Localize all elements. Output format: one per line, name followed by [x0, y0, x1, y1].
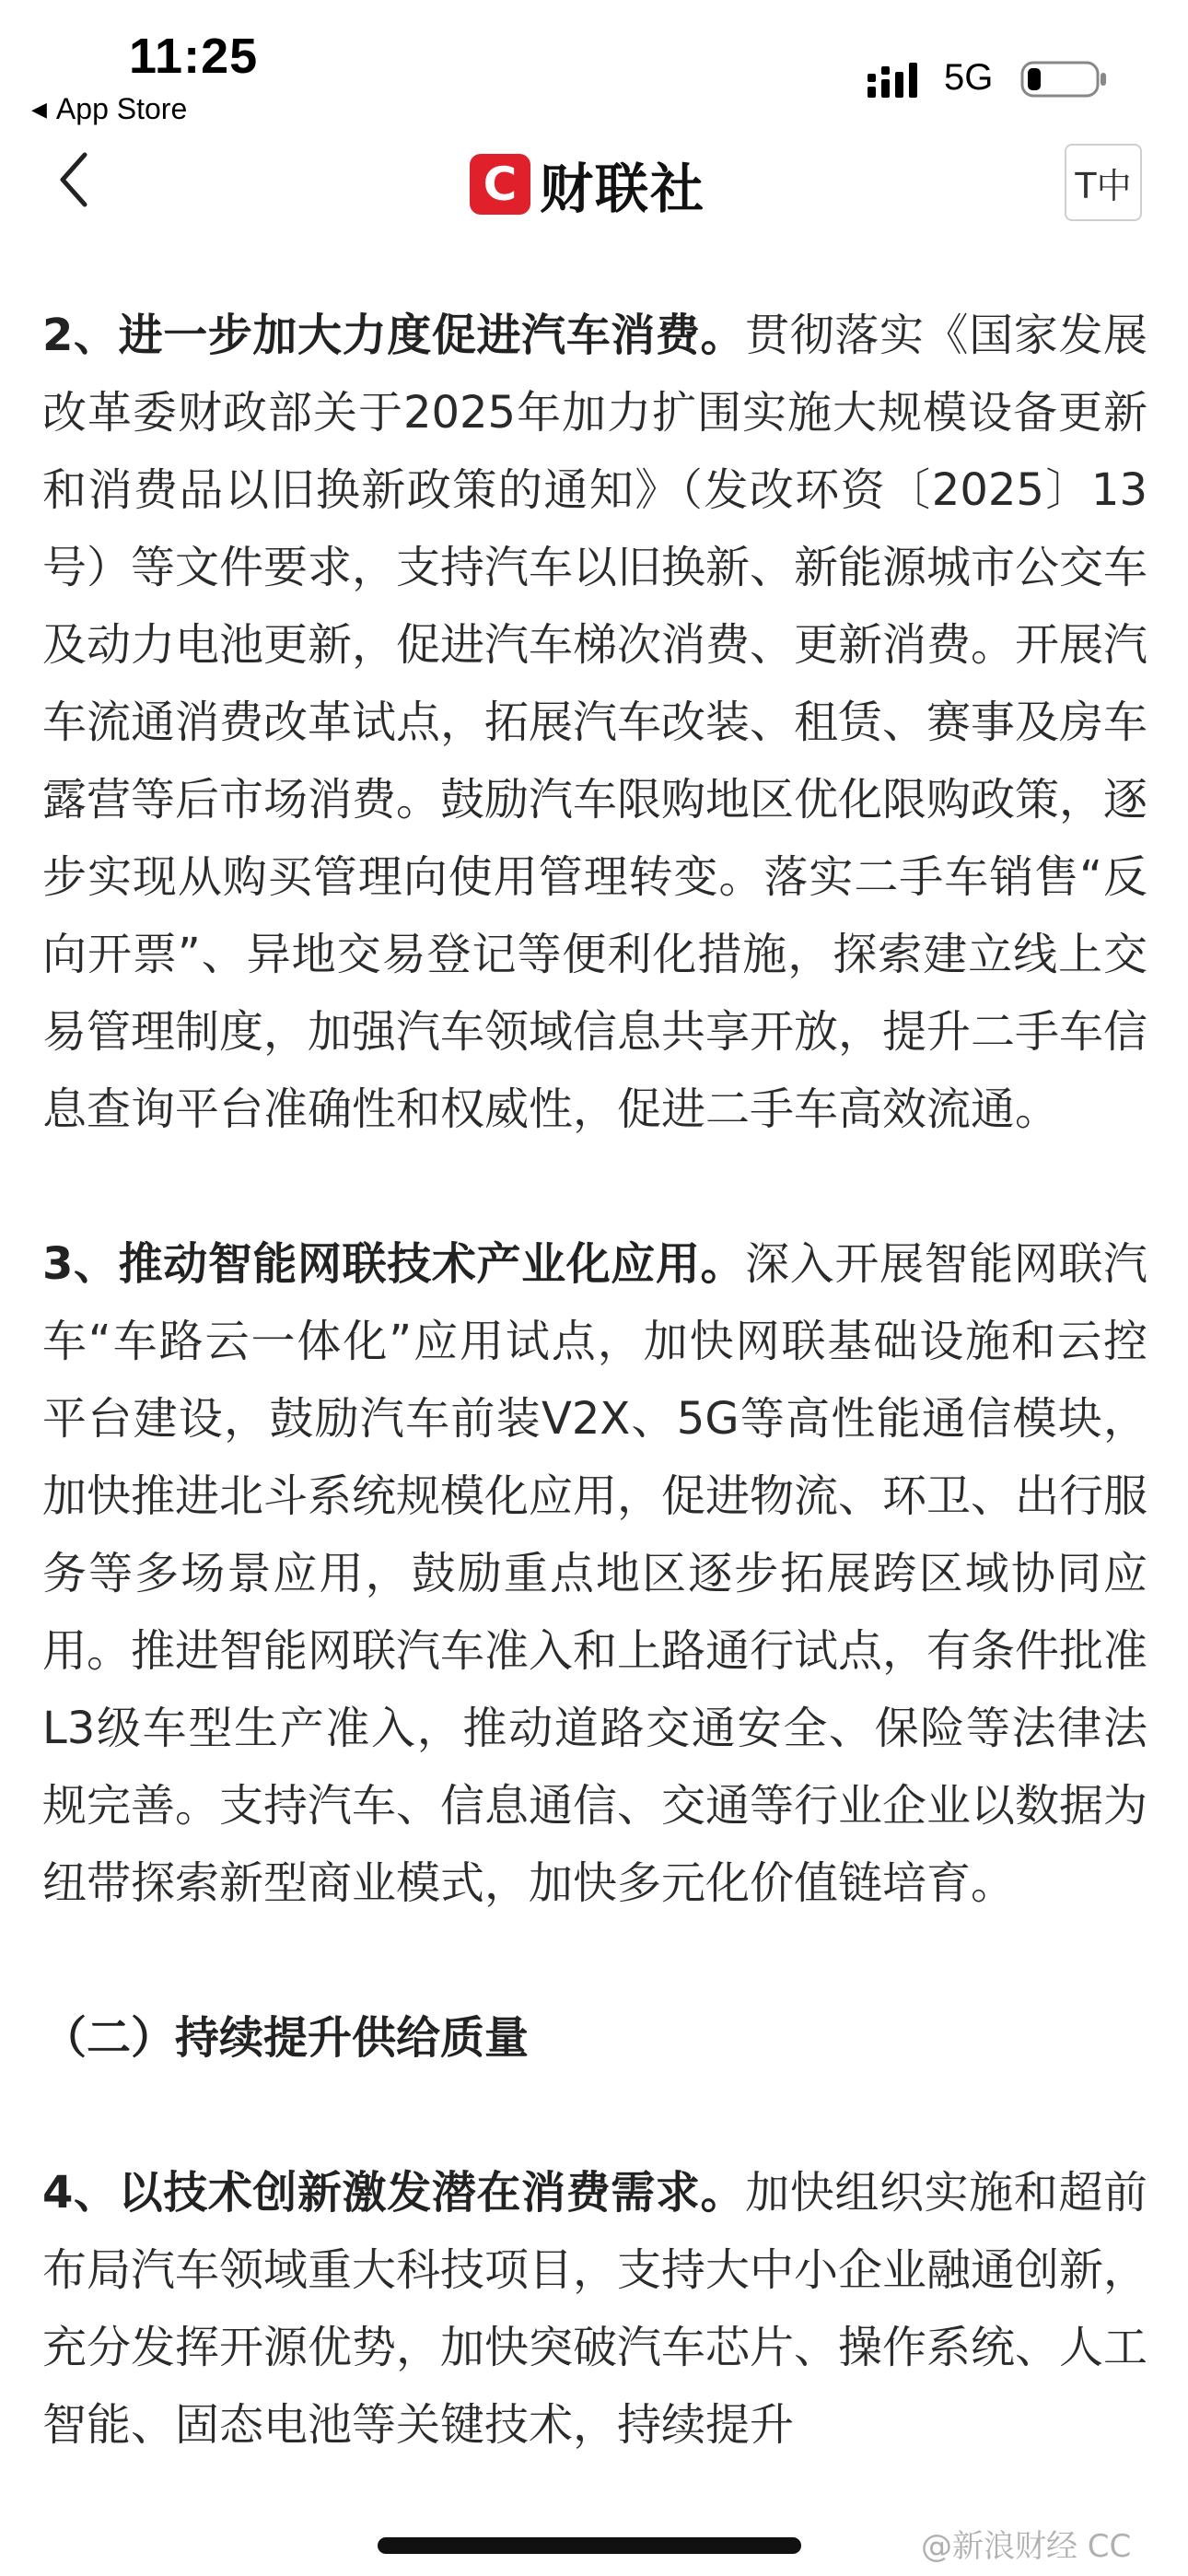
- article-paragraph-2: [42, 297, 1147, 1148]
- article-body: [42, 297, 1147, 2541]
- paragraph-2-body: 贯彻落实《国家发展改革委财政部关于2025年加力扩围实施大规模设备更新和消费品以旧换新政策的通知》（发改环资〔2025〕13号）等文件要求，支持汽车以旧换新、新能源城市公交车及动力电池更新，促进汽车梯次消费、更新消费。开展汽车流通消费改革试点，拓展汽车改装、租赁、赛事及房车露营等后市场消费。鼓励汽车限购地区优化限购政策，逐步实现从购买管理向使用管理转变。落实二手车销售“反向开票”、异地交易登记等便利化措施，探索建立线上交易管理制度，加强汽车领域信息共享开放，提升二手车信息查询平台准确性和权威性，促进二手车高效流通。: [42, 310, 1148, 1135]
- paragraph-3-lead: 3、推动智能网联技术产业化应用。: [42, 1238, 746, 1290]
- status-time: 11:25: [129, 29, 259, 84]
- back-chevron-icon[interactable]: [48, 147, 103, 212]
- overlay-bar: [378, 2537, 801, 2554]
- font-size-button[interactable]: T中: [1065, 144, 1142, 221]
- article-paragraph-3: [42, 1225, 1147, 1922]
- brand: [470, 149, 705, 219]
- brand-logo-icon: C: [470, 154, 530, 215]
- paragraph-4-lead: 4、以技术创新激发潜在消费需求。: [42, 2167, 746, 2219]
- battery-icon: [1020, 59, 1109, 100]
- network-type-label: 5G: [944, 57, 994, 98]
- watermark: @新浪财经 CC: [921, 2528, 1132, 2565]
- section-heading: （二）持续提升供给质量: [42, 2012, 530, 2064]
- paragraph-2-lead: 2、进一步加大力度促进汽车消费。: [42, 310, 746, 361]
- back-triangle-icon: ◀: [31, 97, 47, 121]
- paragraph-4-body: 加快组织实施和超前布局汽车领域重大科技项目，支持大中小企业融通创新，充分发挥开源优势，加快突破汽车芯片、操作系统、人工智能、固态电池等关键技术，持续提升: [42, 2167, 1148, 2451]
- cellular-signal-icon: [866, 61, 925, 100]
- status-bar: [0, 0, 1188, 138]
- back-to-app-store-link[interactable]: [31, 92, 187, 126]
- brand-name: 财联社: [540, 158, 706, 220]
- back-to-app-label: App Store: [55, 92, 188, 125]
- nav-bar: [0, 138, 1188, 230]
- article-paragraph-4: [42, 2154, 1147, 2464]
- paragraph-3-body: 深入开展智能网联汽车“车路云一体化”应用试点，加快网联基础设施和云控平台建设，鼓励汽车前装V2X、5G等高性能通信模块，加快推进北斗系统规模化应用，促进物流、环卫、出行服务等多场景应用，鼓励重点地区逐步拓展跨区域协同应用。推进智能网联汽车准入和上路通行试点，有条件批准L3级车型生产准入，推动道路交通安全、保险等法律法规完善。支持汽车、信息通信、交通等行业企业以数据为纽带探索新型商业模式，加快多元化价值链培育。: [42, 1238, 1148, 1909]
